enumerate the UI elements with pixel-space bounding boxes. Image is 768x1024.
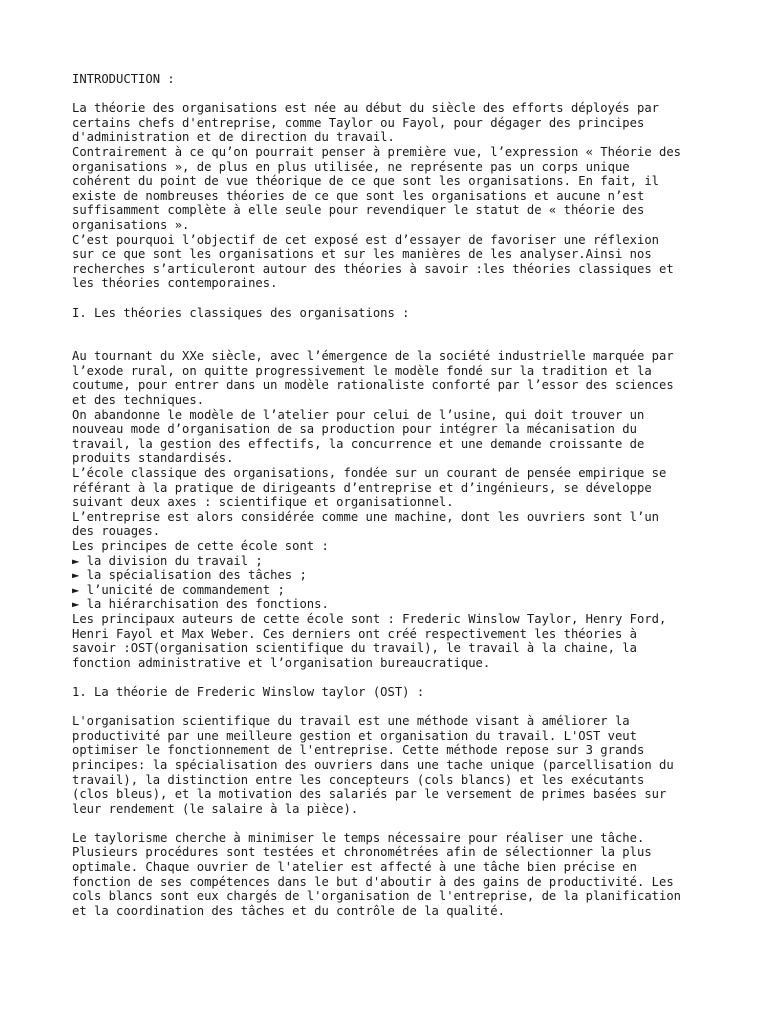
document-page bbox=[72, 72, 712, 918]
blank-line bbox=[72, 335, 712, 350]
text-line: leur rendement (le salaire à la pièce). bbox=[72, 801, 359, 816]
blank-line bbox=[72, 320, 712, 335]
text-line: les théories contemporaines. bbox=[72, 276, 278, 291]
text-line: Contrairement à ce qu’on pourrait penser à première vue, l’expression « Théorie des bbox=[72, 144, 682, 159]
text-line: L'organisation scientifique du travail est une méthode visant à améliorer la bbox=[72, 714, 630, 729]
text-line: travail), la distinction entre les concepteurs (cols blancs) et les exécutants bbox=[72, 772, 645, 787]
text-line: L’entreprise est alors considérée comme une machine, dont les ouvriers sont l’un bbox=[72, 509, 659, 524]
text-line: Au tournant du XXe siècle, avec l’émergence de la société industrielle marquée par bbox=[72, 349, 674, 364]
text-line: suivant deux axes : scientifique et organisationnel. bbox=[72, 495, 454, 510]
text-line: optimale. Chaque ouvrier de l'atelier est affecté à une tâche bien précise en bbox=[72, 860, 637, 875]
text-line: ► la spécialisation des tâches ; bbox=[72, 568, 307, 583]
text-line: Plusieurs procédures sont testées et chronométrées afin de sélectionner la plus bbox=[72, 845, 652, 860]
text-line: ► la hiérarchisation des fonctions. bbox=[72, 597, 329, 612]
text-line: cohérent du point de vue théorique de ce que sont les organisations. En fait, il bbox=[72, 174, 659, 189]
text-line: nouveau mode d’organisation de sa production pour intégrer la mécanisation du bbox=[72, 422, 637, 437]
text-line: référant à la pratique de dirigeants d’entreprise et d’ingénieurs, se développe bbox=[72, 480, 652, 495]
text-line: Les principaux auteurs de cette école sont : Frederic Winslow Taylor, Henry Ford, bbox=[72, 611, 667, 626]
text-line: ► la division du travail ; bbox=[72, 553, 263, 568]
text-line: et la coordination des tâches et du contrôle de la qualité. bbox=[72, 903, 505, 918]
text-line: ► l’unicité de commandement ; bbox=[72, 582, 285, 597]
blank-line bbox=[72, 87, 712, 102]
text-line: Le taylorisme cherche à minimiser le temps nécessaire pour réaliser une tâche. bbox=[72, 830, 645, 845]
text-line: I. Les théories classiques des organisations : bbox=[72, 305, 410, 320]
text-line: sur ce que sont les organisations et sur les manières de les analyser.Ainsi nos bbox=[72, 247, 652, 262]
blank-line bbox=[72, 670, 712, 685]
text-line: (clos bleus), et la motivation des salariés par le versement de primes basées sur bbox=[72, 787, 667, 802]
text-line: C’est pourquoi l’objectif de cet exposé est d’essayer de favoriser une réflexion bbox=[72, 232, 659, 247]
text-line: certains chefs d'entreprise, comme Taylor ou Fayol, pour dégager des principes bbox=[72, 115, 645, 130]
text-line: principes: la spécialisation des ouvriers dans une tache unique (parcellisation du bbox=[72, 757, 674, 772]
text-line: suffisamment complète à elle seule pour revendiquer le statut de « théorie des bbox=[72, 203, 645, 218]
text-line: recherches s’articuleront autour des théories à savoir :les théories classiques et bbox=[72, 261, 674, 276]
text-line: l’exode rural, on quitte progressivement le modèle fondé sur la tradition et la bbox=[72, 363, 652, 378]
text-line: L’école classique des organisations, fondée sur un courant de pensée empirique se bbox=[72, 466, 667, 481]
text-line: fonction de ses compétences dans le but d'aboutir à des gains de productivité. Les bbox=[72, 874, 674, 889]
text-line: fonction administrative et l’organisation bureaucratique. bbox=[72, 655, 491, 670]
text-line: optimiser le fonctionnement de l'entreprise. Cette méthode repose sur 3 grands bbox=[72, 743, 645, 758]
text-line: savoir :OST(organisation scientifique du travail), le travail à la chaine, la bbox=[72, 641, 637, 656]
text-line: d'administration et de direction du travail. bbox=[72, 130, 395, 145]
blank-line bbox=[72, 816, 712, 831]
blank-line bbox=[72, 291, 712, 306]
text-line: Les principes de cette école sont : bbox=[72, 539, 329, 553]
text-line: des rouages. bbox=[72, 524, 161, 539]
text-line: existe de nombreuses théories de ce que sont les organisations et aucune n’est bbox=[72, 188, 645, 203]
text-line: produits standardisés. bbox=[72, 451, 234, 466]
text-line: 1. La théorie de Frederic Winslow taylor (OST) : bbox=[72, 684, 425, 699]
blank-line bbox=[72, 700, 712, 715]
text-line: productivité par une meilleure gestion et organisation du travail. L'OST veut bbox=[72, 728, 637, 743]
text-line: organisations », de plus en plus utilisée, ne représente pas un corps unique bbox=[72, 159, 630, 174]
text-line: La théorie des organisations est née au début du siècle des efforts déployés par bbox=[72, 101, 659, 116]
text-line: INTRODUCTION : bbox=[72, 72, 175, 86]
text-line: On abandonne le modèle de l’atelier pour celui de l’usine, qui doit trouver un bbox=[72, 407, 645, 422]
text-line: Henri Fayol et Max Weber. Ces derniers ont créé respectivement les théories à bbox=[72, 626, 637, 641]
text-line: et des techniques. bbox=[72, 393, 205, 408]
text-line: coutume, pour entrer dans un modèle rationaliste conforté par l’essor des sciences bbox=[72, 378, 674, 393]
text-line: cols blancs sont eux chargés de l'organisation de l'entreprise, de la planification bbox=[72, 889, 682, 904]
text-line: organisations ». bbox=[72, 217, 190, 232]
text-line: travail, la gestion des effectifs, la concurrence et une demande croissante de bbox=[72, 436, 645, 451]
